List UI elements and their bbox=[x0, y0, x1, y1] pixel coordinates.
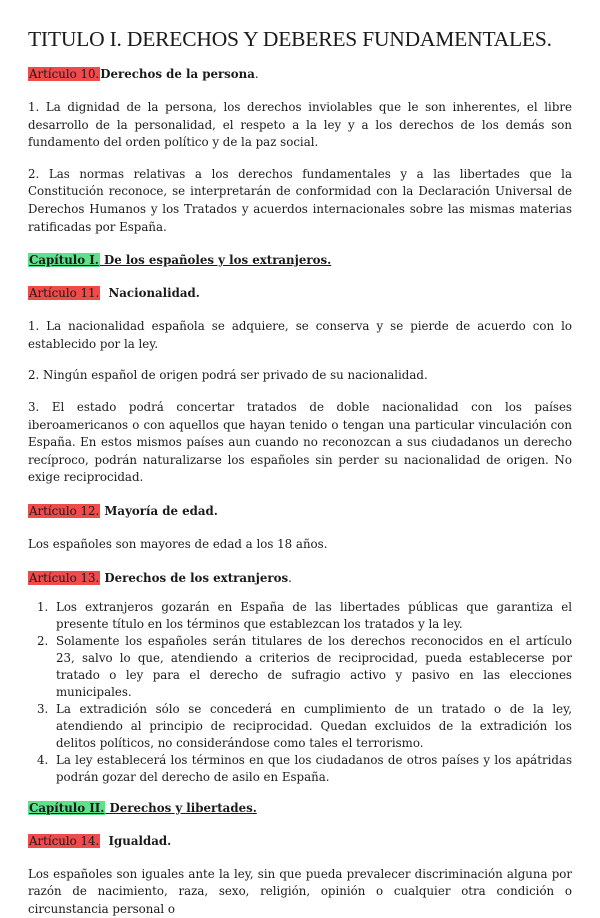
article-14-title: Igualdad. bbox=[100, 834, 171, 848]
list-item: 2. Solamente los españoles serán titulares de los derechos reconocidos en el artículo 23, salvo lo que, atendiendo a criterios de reciprocidad, pueda establecerse por tratado o ley para el derecho de sufragio activo y pasivo en las elecciones municipales. bbox=[52, 633, 572, 701]
chapter-2-title: Derechos y libertades. bbox=[105, 801, 256, 815]
article-13-list bbox=[28, 599, 572, 786]
article-13-heading bbox=[28, 570, 572, 587]
article-11-paragraph-2: 2. Ningún español de origen podrá ser privado de su nacionalidad. bbox=[28, 367, 572, 385]
article-13-title: Derechos de los extranjeros bbox=[100, 571, 288, 585]
article-12-title: Mayoría de edad. bbox=[100, 504, 218, 518]
article-11-title: Nacionalidad. bbox=[100, 286, 200, 300]
chapter-2-heading bbox=[28, 800, 572, 817]
article-14-heading bbox=[28, 833, 572, 850]
article-13-trail: . bbox=[288, 571, 292, 585]
article-10-trail: . bbox=[255, 67, 259, 81]
chapter-2-tag: Capítulo II. bbox=[28, 801, 105, 815]
article-14-tag: Artículo 14. bbox=[28, 834, 100, 848]
article-12-paragraph-1: Los españoles son mayores de edad a los 18 años. bbox=[28, 536, 572, 554]
chapter-1-title: De los españoles y los extranjeros. bbox=[100, 253, 331, 267]
list-item: 4. La ley establecerá los términos en que los ciudadanos de otros países y los apátridas podrán gozar del derecho de asilo en España. bbox=[52, 752, 572, 786]
article-10-paragraph-1: 1. La dignidad de la persona, los derechos inviolables que le son inherentes, el libre desarrollo de la personalidad, el respeto a la ley y a los derechos de los demás son fundamento del orden político y de la paz social. bbox=[28, 99, 572, 152]
page-title: TITULO I. DERECHOS Y DEBERES FUNDAMENTALES. bbox=[28, 26, 572, 52]
chapter-1-tag: Capítulo I. bbox=[28, 253, 100, 267]
chapter-1-heading bbox=[28, 252, 572, 269]
article-14-paragraph-1: Los españoles son iguales ante la ley, sin que pueda prevalecer discriminación alguna por razón de nacimiento, raza, sexo, religión, opinión o cualquier otra condición o circunstancia personal o bbox=[28, 866, 572, 918]
article-10-title: Derechos de la persona bbox=[100, 67, 255, 81]
article-10-heading bbox=[28, 66, 572, 83]
list-item: 3. La extradición sólo se concederá en cumplimiento de un tratado o de la ley, atendiendo al principio de reciprocidad. Quedan excluidos de la extradición los delitos políticos, no considerándose como tales el terrorismo. bbox=[52, 701, 572, 752]
article-11-tag: Artículo 11. bbox=[28, 286, 100, 300]
article-10-tag: Artículo 10. bbox=[28, 67, 100, 81]
article-12-tag: Artículo 12. bbox=[28, 504, 100, 518]
article-10-paragraph-2: 2. Las normas relativas a los derechos fundamentales y a las libertades que la Constitución reconoce, se interpretarán de conformidad con la Declaración Universal de Derechos Humanos y los Tratados y acuerdos internacionales sobre las mismas materias ratificadas por España. bbox=[28, 166, 572, 236]
list-item: 1. Los extranjeros gozarán en España de las libertades públicas que garantiza el presente título en los términos que establezcan los tratados y la ley. bbox=[52, 599, 572, 633]
article-11-paragraph-3: 3. El estado podrá concertar tratados de doble nacionalidad con los países iberoamericanos o con aquellos que hayan tenido o tengan una particular vinculación con España. En estos mismos países aun cuando no reconozcan a sus ciudadanos un derecho recíproco, podrán naturalizarse los españoles sin perder su nacionalidad de origen. No exige reciprocidad. bbox=[28, 399, 572, 487]
article-11-paragraph-1: 1. La nacionalidad española se adquiere, se conserva y se pierde de acuerdo con lo establecido por la ley. bbox=[28, 318, 572, 353]
article-13-tag: Artículo 13. bbox=[28, 571, 100, 585]
article-11-heading bbox=[28, 285, 572, 302]
article-12-heading bbox=[28, 503, 572, 520]
